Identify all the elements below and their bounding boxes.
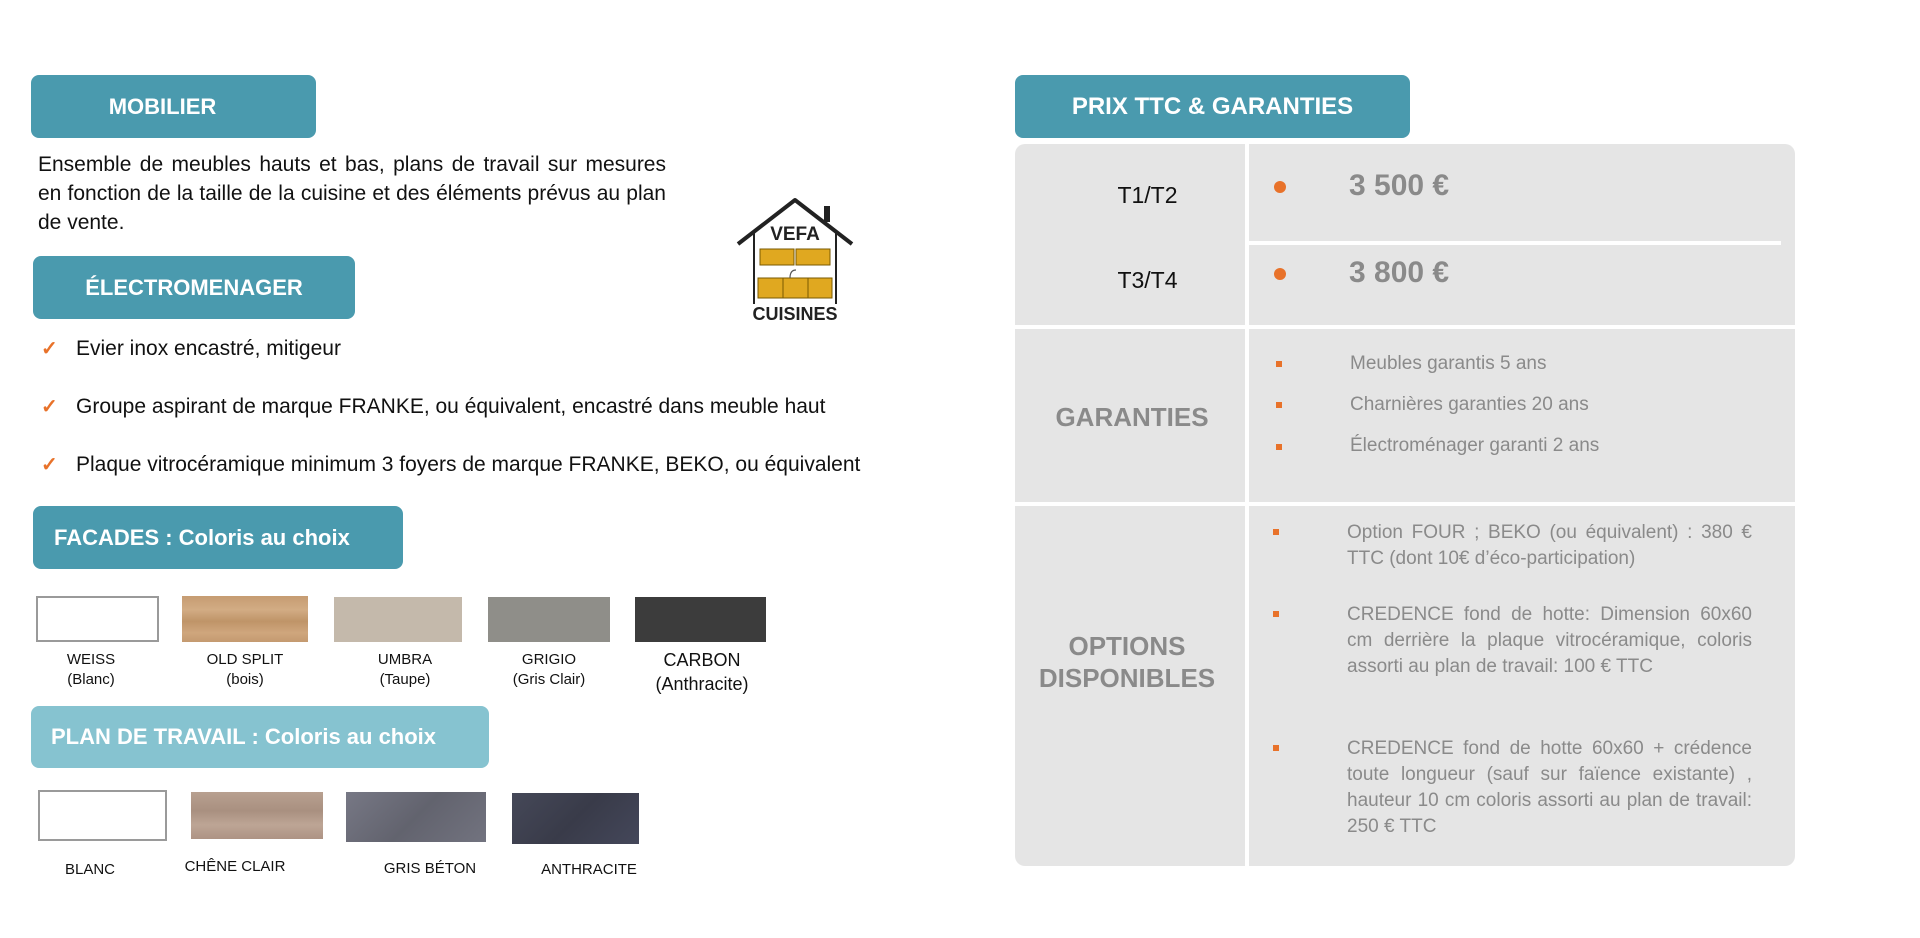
list-item: ✓ Plaque vitrocéramique minimum 3 foyers de marque FRANKE, BEKO, ou équivalent	[38, 450, 998, 479]
swatch-label-weiss: WEISS (Blanc)	[66, 651, 116, 688]
row-divider	[1015, 502, 1795, 506]
electromenager-list	[38, 334, 998, 508]
list-item: ✓ Evier inox encastré, mitigeur	[38, 334, 998, 363]
price-label-t1t2: T1/T2	[1117, 182, 1178, 208]
swatch-label-old-split: OLD SPLIT (bois)	[206, 651, 284, 688]
swatch-chene-clair	[191, 792, 323, 839]
bullet-square-icon	[1276, 402, 1282, 408]
check-icon: ✓	[41, 396, 58, 418]
vefa-cuisines-logo	[730, 194, 860, 324]
option-item-credence-2: CREDENCE fond de hotte 60x60 + crédence toute longueur (sauf sur faïence existante) , hauteur 10 cm coloris assorti au plan de travail: 250 € TTC	[1347, 738, 1752, 837]
swatch-label-umbra: UMBRA (Taupe)	[377, 651, 433, 688]
electromenager-title: ÉLECTROMENAGER	[33, 256, 355, 319]
mobilier-description: Ensemble de meubles hauts et bas, plans de travail sur mesures en fonction de la taille de la cuisine et des éléments prévus au plan de vente.	[38, 153, 666, 234]
swatch-grigio	[488, 597, 610, 642]
swatch-blanc	[38, 790, 167, 841]
mobilier-title: MOBILIER	[31, 75, 316, 138]
options-label: OPTIONS DISPONIBLES	[1038, 631, 1216, 693]
svg-text:VEFA: VEFA	[770, 224, 820, 245]
swatch-anthracite	[512, 793, 639, 844]
price-value-t1t2: 3 500 €	[1349, 169, 1450, 202]
swatch-label-gris-beton: GRIS BÉTON	[383, 860, 477, 877]
swatch-label-grigio: GRIGIO (Gris Clair)	[512, 651, 586, 688]
price-label-t3t4: T3/T4	[1117, 267, 1178, 293]
bullet-dot-icon	[1274, 268, 1286, 280]
swatch-gris-beton	[346, 792, 486, 842]
swatch-label-anthracite: ANTHRACITE	[541, 861, 637, 878]
row-divider	[1249, 241, 1781, 245]
row-divider	[1015, 325, 1795, 329]
bullet-square-icon	[1273, 611, 1279, 617]
prix-garanties-title: PRIX TTC & GARANTIES	[1015, 75, 1410, 138]
bullet-square-icon	[1276, 444, 1282, 450]
garantie-item-electromenager: Électroménager garanti 2 ans	[1350, 435, 1600, 456]
svg-text:CUISINES: CUISINES	[752, 304, 838, 324]
garanties-label: GARANTIES	[1055, 402, 1209, 432]
facades-title: FACADES : Coloris au choix	[33, 506, 403, 569]
garantie-item-meubles: Meubles garantis 5 ans	[1350, 353, 1547, 374]
swatch-carbon	[635, 597, 766, 642]
swatch-old-split	[182, 596, 308, 642]
option-item-four: Option FOUR ; BEKO (ou équivalent) : 380 € TTC (dont 10€ d’éco-participation)	[1347, 522, 1752, 569]
swatch-label-carbon: CARBON (Anthracite)	[655, 650, 749, 694]
swatch-label-chene-clair: CHÊNE CLAIR	[184, 858, 286, 875]
bullet-square-icon	[1273, 529, 1279, 535]
plan-de-travail-title: PLAN DE TRAVAIL : Coloris au choix	[31, 706, 489, 768]
bullet-square-icon	[1273, 745, 1279, 751]
bullet-dot-icon	[1274, 181, 1286, 193]
check-icon: ✓	[41, 454, 58, 476]
house-icon	[730, 194, 860, 324]
check-icon: ✓	[41, 338, 58, 360]
swatch-umbra	[334, 597, 462, 642]
price-value-t3t4: 3 800 €	[1349, 256, 1450, 289]
list-item: ✓ Groupe aspirant de marque FRANKE, ou équivalent, encastré dans meuble haut	[38, 392, 998, 421]
garantie-item-charnieres: Charnières garanties 20 ans	[1350, 394, 1589, 415]
swatch-weiss	[36, 596, 159, 642]
bullet-square-icon	[1276, 361, 1282, 367]
swatch-label-blanc: BLANC	[64, 861, 116, 878]
option-item-credence-1: CREDENCE fond de hotte: Dimension 60x60 cm derrière la plaque vitrocéramique, coloris assorti au plan de travail: 100 € TTC	[1347, 604, 1752, 677]
